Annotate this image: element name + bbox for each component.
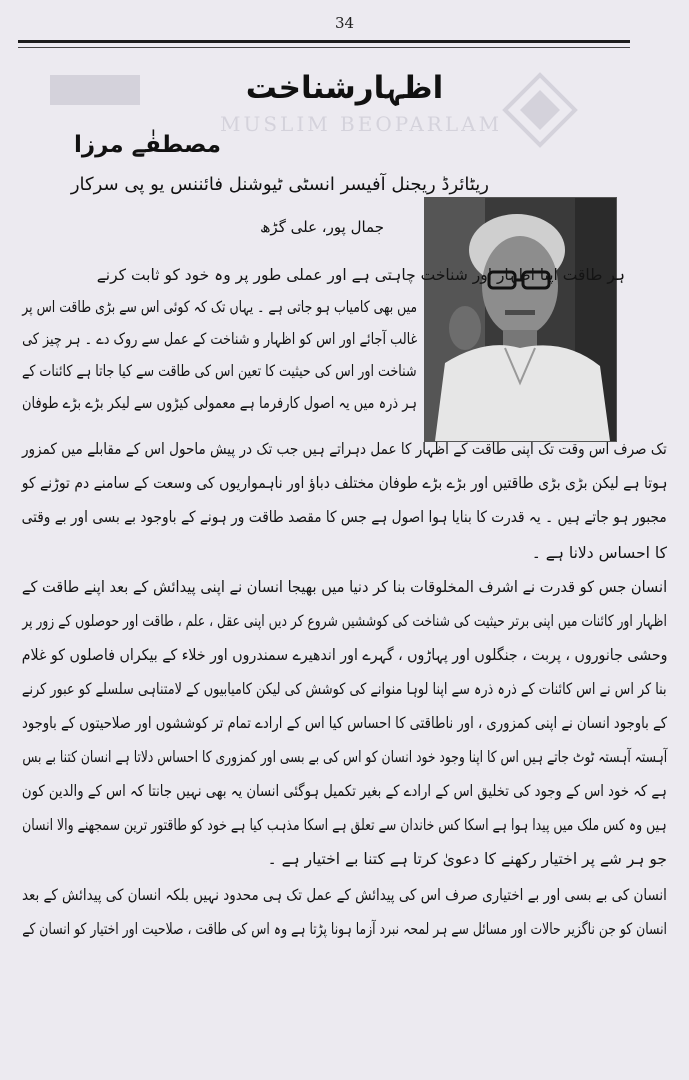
body-line: ہیں وہ کس ملک میں پیدا ہوا ہے اسکا کس خاندان سے تعلق ہے اسکا مذہب کیا ہے خود کو طاقتور ترین سمجھنے والا انسان (22, 816, 667, 834)
body-line: ہوتا ہے لیکن بڑی بڑی طاقتیں اور بڑے بڑے طوفان مختلف دباؤ اور ناہمواریوں کی وسعت کے سامنے دم توڑنے کو (21, 474, 667, 492)
body-line: غالب آجائے اور اس کو اظہار و شناخت کے عمل سے روک دے ۔ ہر چیز کی (21, 330, 417, 348)
body-line: وحشی جانوروں ، پربت ، جنگلوں اور پہاڑوں ، گہرے اور اندھیرے سمندروں اور خلاء کے بیکراں فاصلوں کو غلام (21, 646, 667, 664)
body-line: شناخت اور اس کی حیثیت کا تعین اس کی طاقت سے کیا جاتا ہے کائنات کے (22, 362, 417, 380)
author-location: جمال پور، علی گڑھ (259, 218, 384, 236)
body-line: مجبور ہو جاتے ہیں ۔ یہ قدرت کا بنایا ہوا اصول ہے جس کا مقصد طاقت ور ہونے کے باوجود بے بسی اور بے وقتی (21, 508, 667, 526)
author-name: مصطفٰے مرزا (73, 132, 221, 158)
watermark-text: MUSLIM BEOPARLAM (220, 112, 503, 136)
body-line: اظہار اور کائنات میں اپنی برتر حیثیت کی شناخت کی کوششیں شروع کر دیں اپنی عقل ، علم ، طاقت اور حوصلوں کے زور پر (22, 612, 667, 630)
body-line: ہے کہ خود اس کے وجود کی تخلیق اس کے ارادے کے بغیر تکمیل ہوگئی انسان یہ بھی نہیں جانتا کہ اس کے والدین کون (22, 782, 667, 800)
author-photo (424, 197, 617, 442)
body-line: بنا کر اس نے اس کائنات کے ذرہ ذرہ سے اپنا لوہا منوانے کی کوشش کی لیکن کامیابیوں کے لامتناہی سلسلے کو عبور کرنے (22, 680, 667, 698)
body-line: ہر ذرہ میں یہ اصول کارفرما ہے معمولی کیڑوں سے لیکر بڑے بڑے طوفان (22, 394, 417, 412)
body-line: کا احساس دلانا ہے ۔ (531, 544, 667, 562)
header-rule (18, 40, 630, 43)
body-line: جو ہر شے پر اختیار رکھنے کا دعویٰ کرتا ہے کتنا بے اختیار ہے ۔ (267, 850, 667, 868)
body-line: انسان کو جن ناگزیر حالات اور مسائل سے ہر لمحہ نبرد آزما ہونا پڑتا ہے وہ اس کی طاقت ، صلاحیت اور اختیار کو انسان کے (22, 920, 667, 938)
header-rule-thin (18, 47, 630, 48)
body-line: انسان جس کو قدرت نے اشرف المخلوقات بنا کر دنیا میں بھیجا انسان نے اپنی پیدائش کے بعد اپنے طاقت کے (21, 578, 667, 596)
body-line: تک صرف اس وقت تک اپنی طاقت کے اظہار کا عمل دہراتے ہیں جب تک در پیش ماحول اس کے مقابلے میں کمزور (22, 440, 667, 458)
portrait-icon (425, 198, 616, 441)
body-line: میں بھی کامیاب ہو جاتی ہے ۔ یہاں تک کہ کوئی اس سے بڑی طاقت اس پر (22, 298, 417, 316)
page-number: 34 (334, 14, 355, 32)
body-line: کے باوجود انسان نے اپنی کمزوری ، اور ناطاقتی کا احساس کیا اس کے ارادے تمام تر کوششوں اور صلاحیتوں کے باوجود (21, 714, 667, 732)
author-designation: ریٹائرڈ ریجنل آفیسر انسٹی ٹیوشنل فائننس یو پی سرکار (70, 174, 489, 195)
body-line: ہر طاقت اپنا اظہار اور شناخت چاہتی ہے اور عملی طور پر وہ خود کو ثابت کرنے (96, 266, 625, 284)
article-title: اظہارشناخت (245, 70, 444, 106)
body-line: آہستہ آہستہ ٹوٹ جاتے ہیں اس کا اپنا وجود خود انسان کو اس کی بے بسی اور کمزوری کا احساس دلاتا ہے انسان کتنا بے بس (22, 748, 667, 766)
body-line: انسان کی بے بسی اور بے اختیاری صرف اس کی پیدائش کے عمل تک ہی محدود نہیں بلکہ انسان کی پیدائش کے بعد (22, 886, 667, 904)
